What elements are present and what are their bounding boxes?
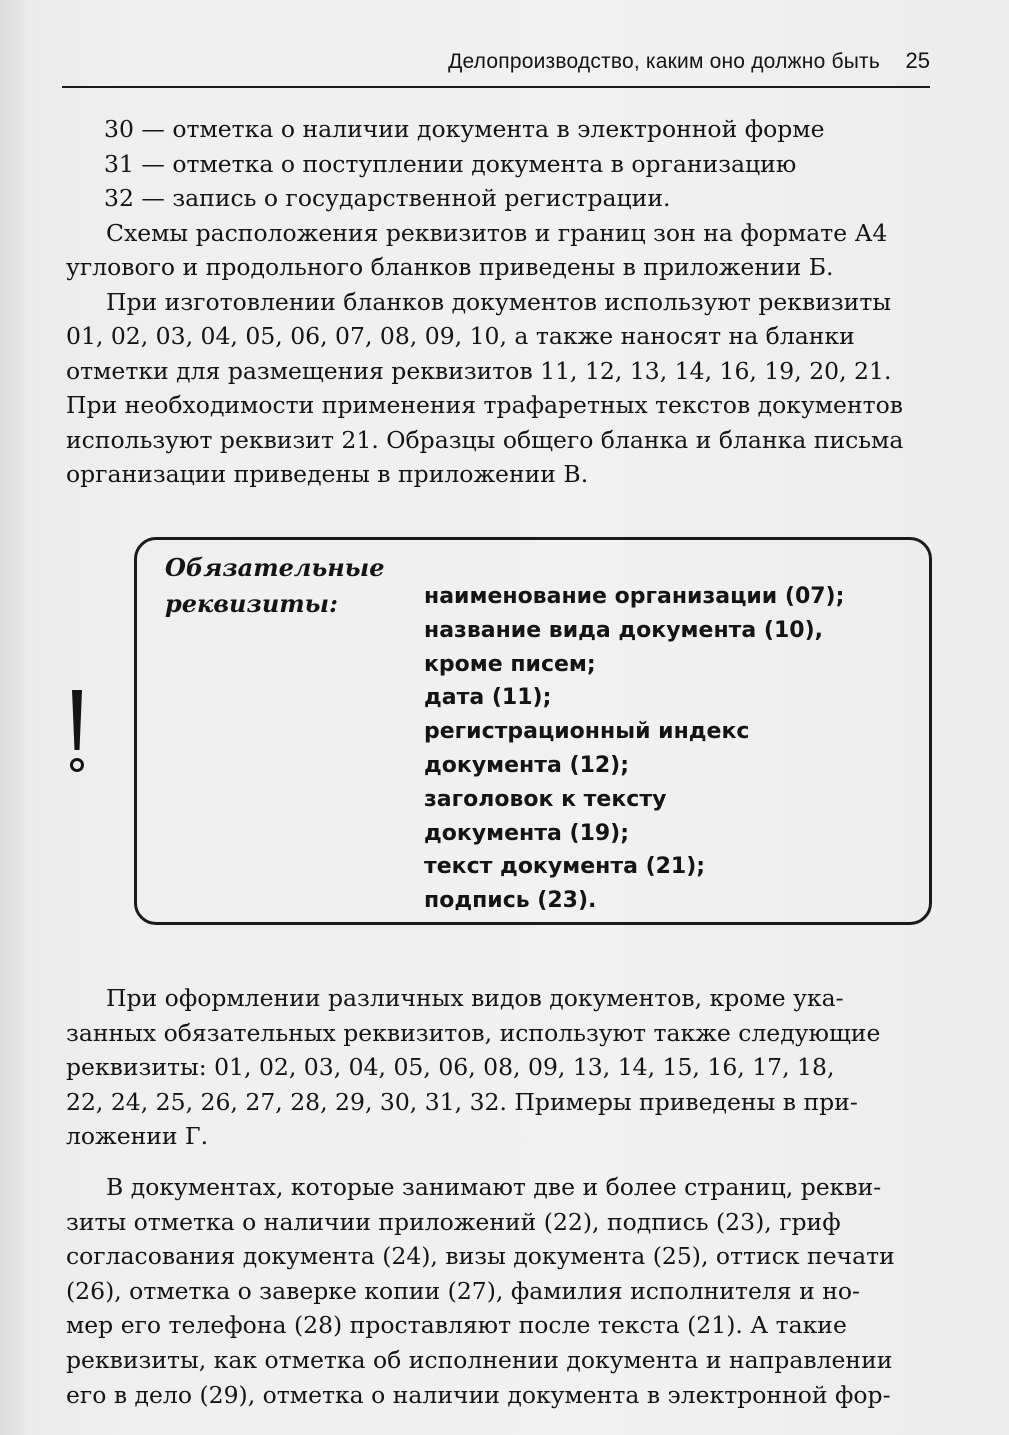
paragraph-line: При оформлении различных видов документов, кроме ука- [106,984,844,1012]
callout-item: название вида документа (10), [424,617,823,643]
callout-item: подпись (23). [424,888,597,914]
list-item: 32 — запись о государственной регистрации. [104,184,671,212]
paragraph-line: углового и продольного бланков приведены в приложении Б. [66,253,834,281]
callout-title-line: реквизиты: [165,589,338,618]
paragraph-line: При необходимости применения трафаретных текстов документов [66,391,904,419]
list-item: 31 — отметка о поступлении документа в организацию [104,149,797,178]
callout-item: документа (19); [424,820,630,846]
paragraph-line: отметки для размещения реквизитов 11, 12, 13, 14, 16, 19, 20, 21. [66,356,892,385]
callout-item: наименование организации (07); [424,584,845,609]
callout-item: текст документа (21); [424,854,706,880]
running-title: Делопроизводство, каким оно должно быть [448,50,880,73]
page-number: 25 [905,48,930,73]
callout-title-line: Обязательные [165,553,385,582]
callout-item: заголовок к тексту [424,786,667,812]
paragraph-line: 01, 02, 03, 04, 05, 06, 07, 08, 09, 10, а также наносят на бланки [66,322,855,350]
paragraph-line: согласования документа (24), визы документа (25), оттиск печати [66,1242,895,1271]
callout-items [424,580,844,918]
paragraph-line: Схемы расположения реквизитов и границ зон на формате А4 [106,218,888,247]
requisites-list [66,112,934,216]
paragraph-line: ложении Г. [66,1122,209,1151]
mandatory-requisites-box [134,537,932,925]
list-item: 30 — отметка о наличии документа в электронной форме [104,115,825,143]
paragraph-line: (26), отметка о заверке копии (27), фамилия исполнителя и но- [66,1276,860,1305]
paragraph-line: занных обязательных реквизитов, используют также следующие [66,1018,881,1047]
paragraph-line: реквизиты: 01, 02, 03, 04, 05, 06, 08, 09, 13, 14, 15, 16, 17, 18, [66,1053,835,1082]
paragraph-line: его в дело (29), отметка о наличии документа в электронной фор- [66,1380,891,1409]
exclamation-icon [67,688,87,778]
paragraph-other-requisites [66,981,934,1154]
callout-title [165,550,384,622]
paragraph-line: В документах, которые занимают две и более страниц, рекви- [106,1172,882,1201]
body-text-top [66,112,934,492]
page-header [62,46,930,88]
paragraph-line: организации приведены в приложении В. [66,460,589,488]
paragraph-line: При изготовлении бланков документов используют реквизиты [106,287,892,316]
paragraph-line: используют реквизит 21. Образцы общего бланка и бланка письма [66,425,904,454]
callout-item: кроме писем; [424,651,596,677]
paragraph-multipage [66,1170,934,1412]
callout-item: документа (12); [424,752,630,778]
callout-item: дата (11); [424,685,552,711]
paragraph-gap [66,1154,934,1170]
paragraph-line: 22, 24, 25, 26, 27, 28, 29, 30, 31, 32. Примеры приведены в при- [66,1087,858,1116]
paragraph-schemes [66,216,934,285]
paragraph-line: зиты отметка о наличии приложений (22), подпись (23), гриф [66,1207,841,1236]
paragraph-line: мер его телефона (28) проставляют после текста (21). А такие [66,1311,847,1340]
paragraph-blanks [66,285,934,492]
paragraph-line: реквизиты, как отметка об исполнении документа и направлении [66,1345,893,1374]
body-text-bottom [66,981,934,1412]
callout-item: регистрационный индекс [424,719,750,745]
